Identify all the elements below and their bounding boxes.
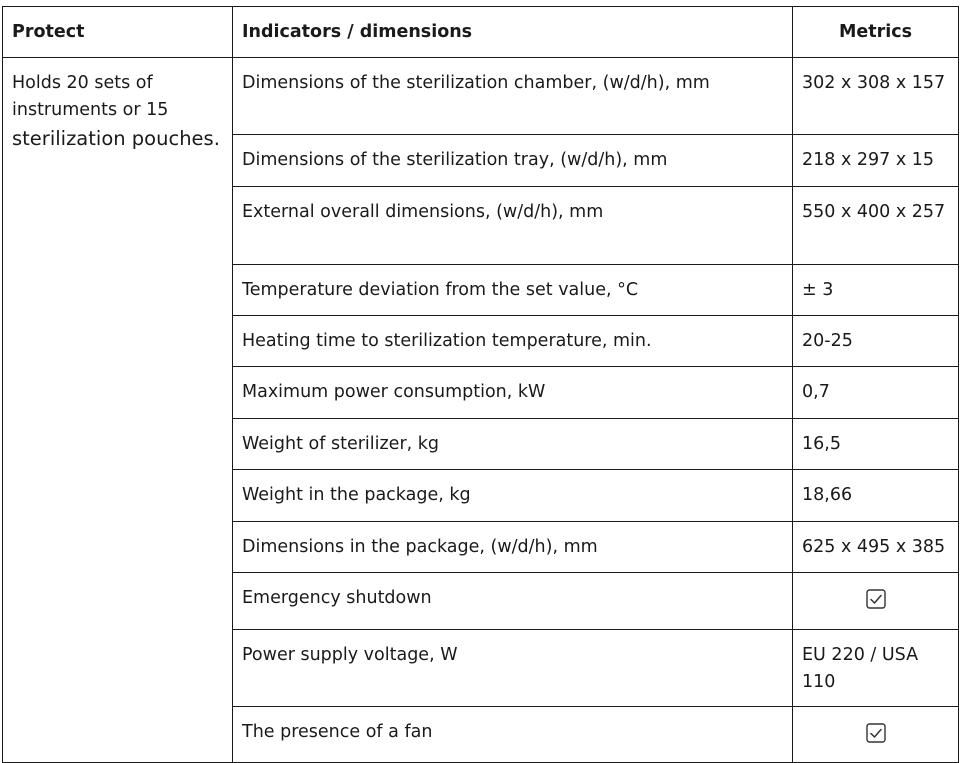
metrics-header: Metrics	[793, 7, 959, 58]
protect-cell	[3, 58, 233, 763]
metric-cell: ± 3	[793, 265, 959, 316]
indicator-cell: The presence of a fan	[233, 707, 793, 763]
metric-cell	[793, 573, 959, 630]
metric-cell: EU 220 / USA 110	[793, 630, 959, 707]
metric-cell: 302 x 308 x 157	[793, 58, 959, 135]
protect-header: Protect	[3, 7, 233, 58]
metric-cell: 18,66	[793, 470, 959, 522]
indicator-cell: External overall dimensions, (w/d/h), mm	[233, 187, 793, 265]
metric-cell: 218 x 297 x 15	[793, 135, 959, 187]
protect-text-line1: Holds 20 sets of instruments or 15	[12, 73, 169, 120]
indicator-cell: Maximum power consumption, kW	[233, 367, 793, 419]
metric-cell: 625 x 495 x 385	[793, 522, 959, 573]
metric-cell: 20-25	[793, 316, 959, 367]
protect-text-line2: sterilization pouches.	[12, 127, 220, 150]
spec-table	[2, 6, 959, 763]
indicator-cell: Dimensions of the sterilization chamber, (w/d/h), mm	[233, 58, 793, 135]
checkbox-checked-icon	[866, 589, 886, 609]
indicator-cell: Weight of sterilizer, kg	[233, 419, 793, 470]
indicator-cell: Weight in the package, kg	[233, 470, 793, 522]
checkbox-checked-icon	[866, 723, 886, 743]
metric-cell: 0,7	[793, 367, 959, 419]
metric-cell: 550 x 400 x 257	[793, 187, 959, 265]
metric-cell	[793, 707, 959, 763]
indicator-cell: Temperature deviation from the set value, °C	[233, 265, 793, 316]
table-header-row	[3, 7, 959, 58]
indicator-cell: Dimensions of the sterilization tray, (w/d/h), mm	[233, 135, 793, 187]
table-row	[3, 58, 959, 135]
indicator-cell: Power supply voltage, W	[233, 630, 793, 707]
indicators-header: Indicators / dimensions	[233, 7, 793, 58]
metric-cell: 16,5	[793, 419, 959, 470]
indicator-cell: Heating time to sterilization temperature, min.	[233, 316, 793, 367]
indicator-cell: Dimensions in the package, (w/d/h), mm	[233, 522, 793, 573]
indicator-cell: Emergency shutdown	[233, 573, 793, 630]
